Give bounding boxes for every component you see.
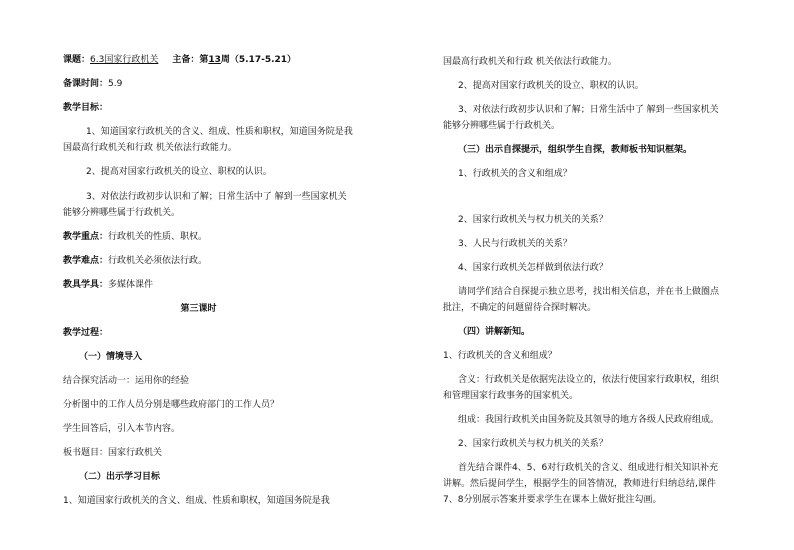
analyze-question: 分析图中的工作人员分别是哪些政府部门的工作人员？: [63, 400, 280, 410]
difficulty-label: 教学难点：: [63, 256, 109, 266]
key-point: [63, 231, 207, 243]
objective-1-line-1: 1、知道国家行政机关的含义、组成、性质和职权，知道国务院是我: [86, 127, 353, 137]
composition: 组成：我国行政机关由国务院及其领导的地方各级人民政府组成。: [458, 415, 720, 425]
goal-1-line-1: 1、知道国家行政机关的含义、组成、性质和职权，知道国务院是我: [63, 496, 330, 506]
activity-1: 结合探究活动一：运用你的经验: [63, 376, 190, 386]
section-4-title: （四）讲解新知。: [458, 327, 531, 337]
objectives-title: 教学目标：: [63, 103, 109, 113]
prep-time-value: 5.9: [108, 79, 123, 89]
goal-2: 2、提高对国家行政机关的设立、职权的认识。: [458, 81, 644, 91]
goal-3-line-1: 3、对依法行政初步认识和了解；日常生活中了 解到一些国家机关: [458, 105, 719, 115]
students-answer: 学生回答后，引入本节内容。: [63, 424, 181, 434]
sub-question-1: 1、行政机关的含义和组成？: [443, 351, 557, 361]
week-suffix: 周（5.17-5.21）: [220, 55, 297, 65]
prep-time: [63, 78, 122, 90]
header-line: [63, 54, 296, 66]
process-title: 教学过程：: [63, 328, 109, 338]
objective-3-line-2: 能够分辨哪些属于行政机关。: [63, 208, 181, 218]
topic-value: 6.3国家行政机关: [90, 55, 159, 65]
objective-3-line-1: 3、对依法行政初步认识和了解；日常生活中了 解到一些国家机关: [86, 192, 347, 202]
question-2: 2、国家行政机关与权力机关的关系？: [458, 215, 608, 225]
goal-1-line-2: 国最高行政机关和行政 机关依法行政能力。: [443, 57, 617, 67]
courseware-line-3: 7、8分别展示答案并要求学生在课本上做好批注勾画。: [443, 495, 662, 505]
courseware-line-1: 首先结合课件4、5、6对行政机关的含义、组成进行相关知识补充: [458, 463, 719, 473]
objective-2: 2、提高对国家行政机关的设立、职权的认识。: [86, 167, 272, 177]
instruction-line-1: 请同学们结合自探提示独立思考，找出相关信息，并在书上做圈点: [458, 287, 720, 297]
question-1: 1、行政机关的含义和组成？: [458, 169, 572, 179]
prep-time-label: 备课时间：: [63, 79, 109, 89]
tools-value: 多媒体课件: [108, 280, 154, 290]
sub-question-2: 2、国家行政机关与权力机关的关系？: [458, 439, 608, 449]
section-1-title: （一）情境导入: [79, 352, 143, 362]
teaching-tools: [63, 279, 153, 291]
difficulty: [63, 255, 207, 267]
tools-label: 教具学具：: [63, 280, 109, 290]
difficulty-value: 行政机关必须依法行政。: [108, 256, 208, 266]
lesson-title: 第三课时: [180, 304, 217, 314]
question-3: 3、人民与行政机关的关系？: [458, 239, 572, 249]
section-2-title: （二）出示学习目标: [79, 472, 161, 482]
board-title: 板书题目：国家行政机关: [63, 448, 163, 458]
key-point-label: 教学重点：: [63, 232, 109, 242]
key-point-value: 行政机关的性质、职权。: [108, 232, 208, 242]
week-number: 13: [208, 55, 221, 65]
week-prefix: 第: [199, 55, 209, 65]
objective-1-line-2: 国最高行政机关和行政 机关依法行政能力。: [63, 143, 237, 153]
section-3-title: （三）出示自探提示，组织学生自探，教师板书知识框架。: [458, 145, 693, 155]
meaning-line-1: 含义：行政机关是依据宪法设立的，依法行使国家行政职权，组织: [458, 375, 720, 385]
meaning-line-2: 和管理国家行政事务的国家机关。: [443, 391, 579, 401]
question-4: 4、国家行政机关怎样做到依法行政？: [458, 263, 608, 273]
instruction-line-2: 批注，不确定的问题留待合探时解决。: [443, 303, 597, 313]
courseware-line-2: 讲解。然后提问学生，根据学生的回答情况，教师进行归纳总结,课件: [443, 479, 716, 489]
goal-3-line-2: 能够分辨哪些属于行政机关。: [443, 121, 561, 131]
topic-label: 课题：: [63, 55, 91, 65]
lead-label: 主备：: [172, 55, 200, 65]
